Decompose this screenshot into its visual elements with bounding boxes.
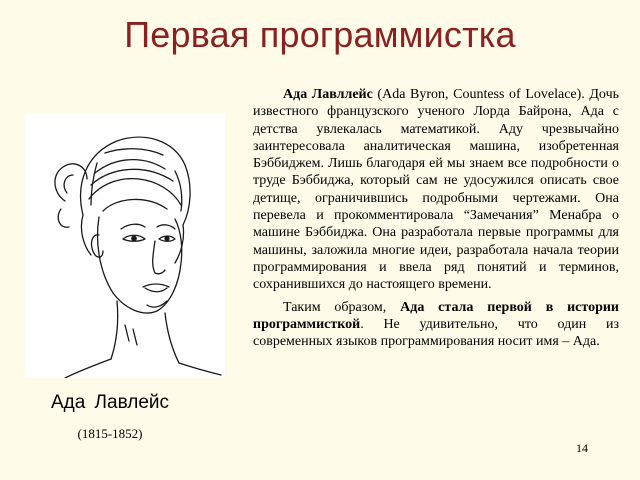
- biography-text: [253, 86, 619, 355]
- biography-emphasis: Ада стала первой в истории программисткой: [253, 299, 619, 332]
- biography-paragraph-2-lead: Таким образом,: [283, 299, 401, 315]
- portrait-sketch: [25, 113, 225, 378]
- slide-title: Первая программистка: [124, 14, 516, 55]
- biography-paragraph-2: [253, 299, 619, 351]
- page-number: 14: [576, 441, 588, 455]
- biography-paragraph-1: [253, 86, 619, 294]
- biography-paragraph-2-rest: . Не удивительно, что один из современных языков программирования носит имя – Ада.: [253, 316, 619, 350]
- portrait-caption-name: Ада Лавлейс: [50, 392, 170, 413]
- biography-paragraph-1-text: (Ada Byron, Countess of Lovelace). Дочь известного французского ученого Лорда Байрона, Ада с детства увлекалась математикой. Аду чрезвычайно заинтересовала аналитическая машина, изобретенная Бэббиджем. Лишь благодаря ей мы знаем все подробности о труде Бэббиджа, который сам не удосужился описать свое детище, ограничившись подробными чертежами. Она перевела и прокомментировала “Замечания” Менабра о машине Бэббиджа. Она разработала первые программы для машины, заложила многие идеи, разработала начала теории программирования и ввела ряд понятий и терминов, сохранившихся до настоящего времени.: [253, 87, 620, 293]
- portrait-drawing: [25, 113, 225, 378]
- portrait-caption-years: (1815-1852): [77, 426, 143, 441]
- biography-name: Ада Лавллейс: [283, 87, 373, 102]
